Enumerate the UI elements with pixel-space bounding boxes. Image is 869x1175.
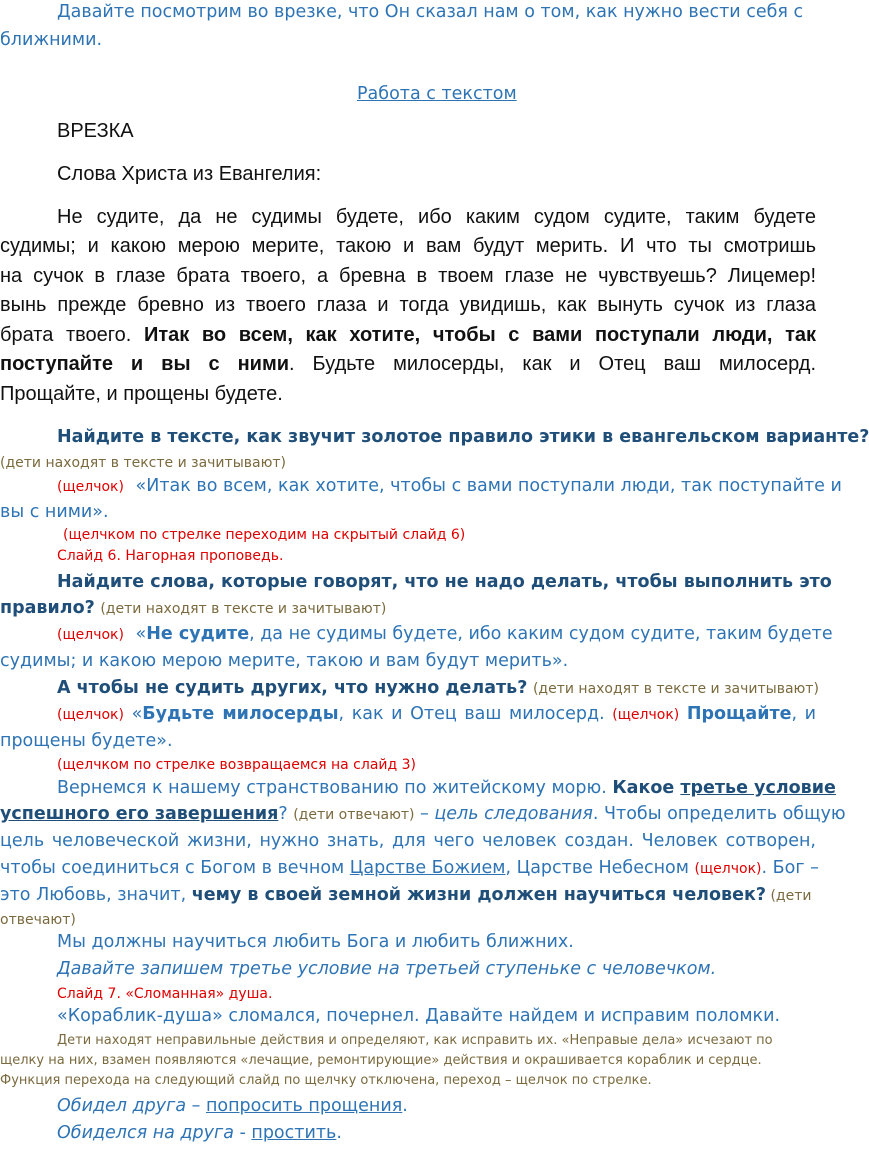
hidden-slide-note: (щелчком по стрелке переходим на скрытый слайд 6) bbox=[63, 527, 466, 543]
question-3: А чтобы не судить других, что нужно делать? (дети находят в тексте и зачитывают) bbox=[57, 678, 819, 698]
intro-line-1: Давайте посмотрим во врезке, что Он сказал нам о том, как нужно вести себя с bbox=[57, 2, 804, 22]
vrezka-line-1: Не судите, да не судимы будете, ибо каким судом судите, таким будете bbox=[57, 206, 816, 228]
ship-line-1: «Кораблик-душа» сломался, почернел. Давайте найдем и исправим поломки. bbox=[57, 1006, 781, 1026]
ship-note-2: щелку на них, взамен появляются «лечащие, ремонтирующие» действия и окрашивается кораблик и сердце. bbox=[0, 1053, 762, 1068]
question-2-line-1: Найдите слова, которые говорят, что не надо делать, чтобы выполнить это bbox=[57, 572, 832, 592]
vrezka-line-4: вынь прежде бревно из твоего глаза и тогда увидишь, как вынуть сучок из глаза bbox=[0, 294, 816, 316]
example-1: Обидел друга – попросить прощения. bbox=[57, 1096, 408, 1116]
journey-line-1: Вернемся к нашему странствованию по житейскому морю. Какое третье условие bbox=[57, 778, 836, 798]
q1-answer-line-2: вы с ними». bbox=[0, 502, 109, 522]
journey-line-8: Давайте запишем третье условие на третьей ступеньке с человечком. bbox=[57, 959, 717, 979]
kingdom-of-god-link: Царстве Божием bbox=[349, 858, 506, 878]
q1-answer-line-1: (щелчок) «Итак во всем, как хотите, чтобы с вами поступали люди, так поступайте и bbox=[57, 476, 842, 496]
golden-rule-bold: Итак во всем, как хотите, чтобы с вами поступали люди, так bbox=[143, 324, 817, 346]
journey-line-2: успешного его завершения? (дети отвечают) – цель следования. Чтобы определить общую bbox=[0, 804, 846, 824]
work-with-text-link[interactable]: Работа с текстом bbox=[357, 84, 517, 104]
click-note: (щелчок) bbox=[57, 479, 124, 495]
vrezka-line-6: поступайте и вы с ними. Будьте милосерды, как и Отец ваш милосерд. bbox=[0, 353, 816, 375]
journey-line-6: отвечают) bbox=[0, 912, 76, 928]
vrezka-line-2: судимы; и какою мерою мерите, такою и вам будут мерить. И что ты смотришь bbox=[0, 235, 816, 257]
question-2-line-2: правило? (дети находят в тексте и зачитывают) bbox=[0, 598, 387, 618]
journey-line-4: чтобы соединиться с Богом в вечном Царстве Божием, Царстве Небесном (щелчок). Бог – bbox=[0, 858, 819, 878]
q3-answer-line-2: прощены будете». bbox=[0, 731, 173, 751]
example-2: Обиделся на друга - простить. bbox=[57, 1123, 342, 1143]
q2-answer-line-1: (щелчок) «Не судите, да не судимы будете, ибо каким судом судите, таким будете bbox=[57, 624, 833, 644]
q3-answer-line-1: (щелчок) «Будьте милосерды, как и Отец ваш милосерд. (щелчок) Прощайте, и bbox=[57, 704, 817, 724]
journey-line-5: это Любовь, значит, чему в своей земной жизни должен научиться человек? (дети bbox=[0, 885, 812, 905]
back-to-slide-3-note: (щелчком по стрелке возвращаемся на слайд 3) bbox=[57, 757, 416, 773]
golden-rule-bold-2: поступайте и вы с ними bbox=[0, 353, 290, 375]
q1-note: (дети находят в тексте и зачитывают) bbox=[0, 455, 286, 471]
ship-note-1: Дети находят неправильные действия и определяют, как исправить их. «Неправые дела» исчезают по bbox=[57, 1033, 773, 1048]
vrezka-line-7: Прощайте, и прощены будете. bbox=[0, 383, 283, 405]
vrezka-line-3: на сучок в глазе брата твоего, а бревна в твоем глазе не чувствуешь? Лицемер! bbox=[0, 265, 816, 287]
vrezka-line-5: брата твоего. Итак во всем, как хотите, чтобы с вами поступали люди, так bbox=[0, 324, 817, 346]
intro-line-2: ближними. bbox=[0, 30, 103, 50]
q2-answer-line-2: судимы; и какою мерою мерите, такою и вам будут мерить». bbox=[0, 651, 569, 671]
journey-line-3: цель человеческой жизни, нужно знать, для чего человек создан. Человек сотворен, bbox=[0, 831, 816, 851]
slide-6-note: Слайд 6. Нагорная проповедь. bbox=[57, 548, 284, 564]
vrezka-title: ВРЕЗКА bbox=[57, 120, 134, 142]
journey-line-7: Мы должны научиться любить Бога и любить ближних. bbox=[57, 932, 574, 952]
slide-7-note: Слайд 7. «Сломанная» душа. bbox=[57, 986, 273, 1002]
vrezka-subtitle: Слова Христа из Евангелия: bbox=[57, 163, 322, 185]
question-1: Найдите в тексте, как звучит золотое правило этики в евангельском варианте? bbox=[57, 427, 869, 447]
ship-note-3: Функция перехода на следующий слайд по щелчку отключена, переход – щелчок по стрелке. bbox=[0, 1073, 652, 1088]
